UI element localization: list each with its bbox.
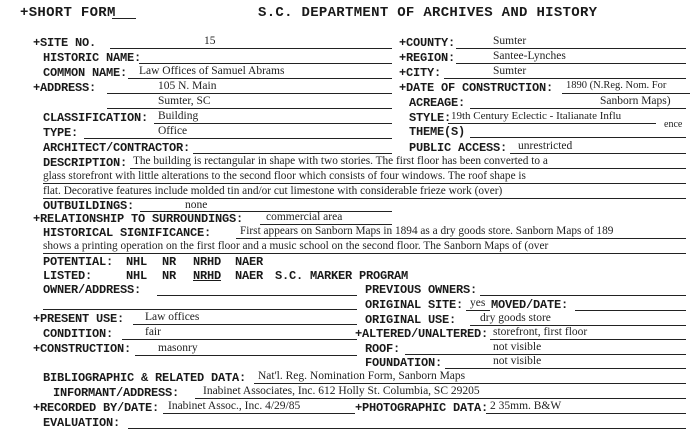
roof-value[interactable]: not visible — [493, 341, 542, 353]
acreage-line — [470, 108, 686, 109]
significance-line-2[interactable]: shows a printing operation on the first floor and a music school on the second floor. The Sanborn Maps of (over — [43, 240, 549, 252]
roof-line — [405, 354, 686, 355]
previous-owners-label: PREVIOUS OWNERS: — [365, 283, 478, 297]
present-use-value[interactable]: Law offices — [145, 311, 200, 323]
address-line2 — [107, 108, 392, 109]
style-label: STYLE: — [409, 111, 452, 125]
recorded-by-value[interactable]: Inabinet Assoc., Inc. 4/29/85 — [168, 400, 301, 412]
significance-rule-1 — [236, 238, 686, 239]
present-use-label: +PRESENT USE: — [33, 312, 125, 326]
potential-nrhd[interactable]: NRHD — [193, 255, 222, 269]
type-value[interactable]: Office — [158, 125, 188, 137]
region-label: +REGION: — [399, 51, 456, 65]
original-site-label: ORIGINAL SITE: — [365, 298, 464, 312]
themes-line[interactable] — [470, 137, 686, 138]
acreage-label: ACREAGE: — [409, 96, 466, 110]
description-line-2[interactable]: glass storefront with little alterations to the second floor which consists of four windows. The roof shape is — [43, 170, 526, 182]
construction-label: +CONSTRUCTION: — [33, 342, 132, 356]
potential-nhl[interactable]: NHL — [126, 255, 148, 269]
public-access-value[interactable]: unrestricted — [518, 140, 573, 152]
themes-label: THEME(S) — [409, 125, 466, 139]
evaluation-label: EVALUATION: — [43, 416, 121, 430]
informant-label: INFORMANT/ADDRESS: — [53, 386, 180, 400]
address-line1 — [107, 93, 392, 94]
public-access-label: PUBLIC ACCESS: — [409, 141, 508, 155]
present-use-line — [133, 324, 357, 325]
foundation-value[interactable]: not visible — [493, 355, 542, 367]
description-line-1[interactable]: The building is rectangular in shape with two stories. The first floor has been converted to a — [133, 155, 548, 167]
construction-value[interactable]: masonry — [158, 342, 198, 354]
foundation-label: FOUNDATION: — [365, 356, 443, 370]
site-no-value[interactable]: 15 — [204, 35, 216, 47]
acreage-value[interactable]: Sanborn Maps) — [600, 95, 671, 107]
foundation-line — [445, 368, 686, 369]
original-use-label: ORIGINAL USE: — [365, 313, 457, 327]
description-label: DESCRIPTION: — [43, 156, 128, 170]
historic-name-line[interactable] — [139, 63, 392, 64]
site-no-line — [110, 48, 392, 49]
department-title: S.C. DEPARTMENT OF ARCHIVES AND HISTORY — [258, 5, 598, 21]
common-name-label: COMMON NAME: — [43, 66, 128, 80]
listed-label: LISTED: — [43, 269, 93, 283]
outbuildings-label: OUTBUILDINGS: — [43, 199, 135, 213]
informant-line — [195, 398, 686, 399]
city-line — [444, 78, 686, 79]
roof-label: ROOF: — [365, 342, 401, 356]
photographic-label: +PHOTOGRAPHIC DATA: — [355, 401, 489, 415]
short-form-line[interactable] — [112, 18, 136, 19]
outbuildings-value[interactable]: none — [185, 199, 208, 211]
condition-line — [122, 339, 357, 340]
address-line2-value[interactable]: Sumter, SC — [158, 95, 211, 107]
photographic-value[interactable]: 2 35mm. B&W — [490, 400, 562, 412]
significance-rule-2 — [43, 253, 686, 254]
historic-name-label: HISTORIC NAME: — [43, 51, 142, 65]
altered-line — [490, 339, 686, 340]
date-of-construction-label: +DATE OF CONSTRUCTION: — [399, 81, 554, 95]
previous-owners-line[interactable] — [480, 295, 686, 296]
address-line1-value[interactable]: 105 N. Main — [158, 80, 217, 92]
listed-nrhd[interactable]: NRHD — [193, 269, 222, 283]
listed-sc-marker[interactable]: S.C. MARKER PROGRAM — [275, 269, 409, 283]
classification-label: CLASSIFICATION: — [43, 111, 149, 125]
listed-nr[interactable]: NR — [162, 269, 177, 283]
original-use-value[interactable]: dry goods store — [480, 312, 551, 324]
common-name-value[interactable]: Law Offices of Samuel Abrams — [139, 65, 285, 77]
architect-line[interactable] — [193, 153, 392, 154]
condition-value[interactable]: fair — [145, 326, 161, 338]
site-no-label: +SITE NO. — [33, 36, 97, 50]
description-rule-3 — [43, 198, 686, 199]
altered-label: +ALTERED/UNALTERED: — [355, 327, 489, 341]
historical-significance-label: HISTORICAL SIGNIFICANCE: — [43, 226, 212, 240]
listed-naer[interactable]: NAER — [235, 269, 264, 283]
moved-date-label: MOVED/DATE: — [491, 298, 569, 312]
bibliographic-label: BIBLIOGRAPHIC & RELATED DATA: — [43, 371, 247, 385]
county-line — [456, 48, 686, 49]
potential-naer[interactable]: NAER — [235, 255, 264, 269]
public-access-line — [510, 153, 686, 154]
relationship-value[interactable]: commercial area — [266, 211, 343, 223]
type-line — [84, 138, 392, 139]
description-line-3[interactable]: flat. Decorative features include molded tin and/or cut limestone with considerable frieze work (over) — [43, 185, 503, 197]
altered-value[interactable]: storefront, first floor — [493, 326, 588, 338]
date-of-construction-value[interactable]: 1890 (N.Reg. Nom. For — [566, 80, 667, 91]
description-rule-2 — [43, 183, 686, 184]
region-value[interactable]: Santee-Lynches — [493, 50, 566, 62]
relationship-label: +RELATIONSHIP TO SURROUNDINGS: — [33, 212, 244, 226]
common-name-line — [128, 78, 392, 79]
description-rule-1 — [130, 168, 686, 169]
classification-line — [154, 123, 392, 124]
owner-address-label: OWNER/ADDRESS: — [43, 283, 142, 297]
construction-line — [135, 355, 357, 356]
architect-label: ARCHITECT/CONTRACTOR: — [43, 141, 191, 155]
original-site-line — [466, 310, 490, 311]
county-value[interactable]: Sumter — [493, 35, 527, 47]
date-of-construction-line — [562, 93, 690, 94]
owner-address-line-2[interactable] — [43, 309, 357, 310]
style-continuation: ence — [664, 119, 683, 130]
owner-address-line[interactable] — [157, 295, 357, 296]
potential-label: POTENTIAL: — [43, 255, 114, 269]
listed-nhl[interactable]: NHL — [126, 269, 148, 283]
address-label: +ADDRESS: — [33, 81, 97, 95]
original-site-value[interactable]: yes — [470, 297, 486, 309]
recorded-by-label: +RECORDED BY/DATE: — [33, 401, 160, 415]
significance-line-1[interactable]: First appears on Sanborn Maps in 1894 as a dry goods store. Sanborn Maps of 189 — [240, 225, 614, 237]
region-line — [456, 63, 686, 64]
moved-date-line[interactable] — [575, 310, 686, 311]
county-label: +COUNTY: — [399, 36, 456, 50]
classification-value[interactable]: Building — [158, 110, 199, 122]
city-label: +CITY: — [399, 66, 442, 80]
bibliographic-line — [254, 383, 686, 384]
style-line — [448, 123, 656, 124]
evaluation-line[interactable] — [128, 428, 686, 429]
style-value[interactable]: 19th Century Eclectic - Italianate Influ — [451, 110, 622, 122]
informant-value[interactable]: Inabinet Associates, Inc. 612 Holly St. Columbia, SC 29205 — [203, 385, 480, 397]
recorded-by-line — [163, 413, 355, 414]
photographic-line — [486, 413, 686, 414]
bibliographic-value[interactable]: Nat'l. Reg. Nomination Form, Sanborn Maps — [258, 370, 466, 382]
potential-nr[interactable]: NR — [162, 255, 177, 269]
type-label: TYPE: — [43, 126, 79, 140]
condition-label: CONDITION: — [43, 327, 114, 341]
short-form-label: +SHORT FORM — [20, 5, 116, 21]
city-value[interactable]: Sumter — [493, 65, 527, 77]
